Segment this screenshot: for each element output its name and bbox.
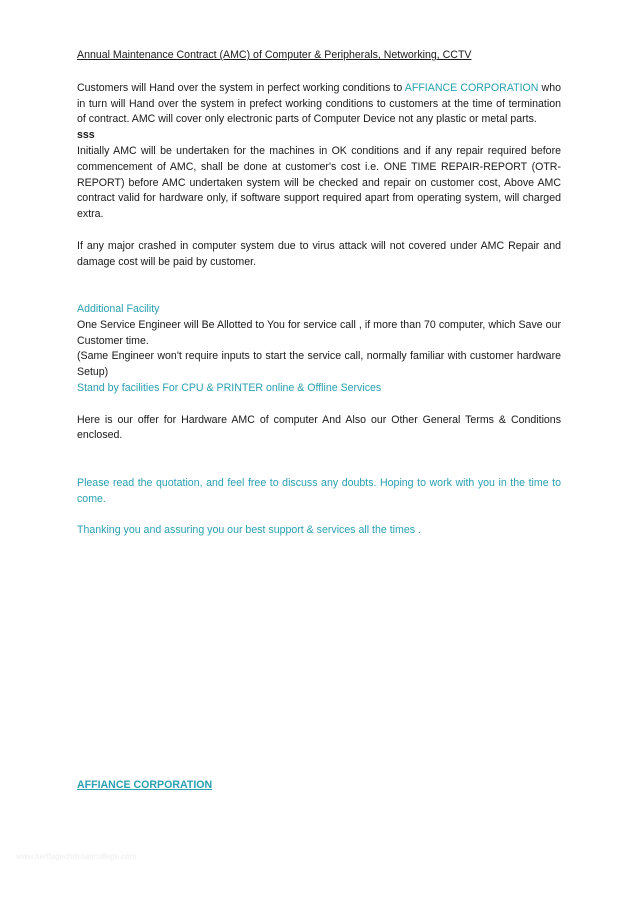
document-title: Annual Maintenance Contract (AMC) of Computer & Peripherals, Networking, CCTV	[77, 49, 472, 61]
closing-thanks: Thanking you and assuring you our best support & services all the times .	[77, 524, 421, 537]
additional-facility-line2: (Same Engineer won't require inputs to start the service call, normally familiar with customer hardware Setup)	[77, 350, 561, 379]
signature-company: AFFIANCE CORPORATION	[77, 779, 213, 791]
sss-marker: sss	[77, 129, 95, 142]
standby-facilities: Stand by facilities For CPU & PRINTER online & Offline Services	[77, 381, 382, 394]
paragraph-initial-amc: Initially AMC will be undertaken for the machines in OK conditions and if any repair required before commencement of AMC, shall be done at customer's cost i.e. ONE TIME REPAIR-REPORT (OTR-REPORT) before AMC undertaken system will be checked and repair on customer cost, Above AMC contract valid for hardware only, if software support required apart from operating system, will charged extra.	[77, 144, 561, 221]
additional-facility-line1: One Service Engineer will Be Allotted to You for service call , if more than 70 computer, which Save our Customer time.	[77, 318, 561, 347]
handover-intro: Customers will Hand over the system in perfect working conditions to	[77, 81, 405, 94]
document-body	[77, 48, 561, 539]
closing-quotation: Please read the quotation, and feel free to discuss any doubts. Hoping to work with you in the time to come.	[77, 476, 561, 505]
company-name-inline: AFFIANCE CORPORATION	[404, 81, 539, 94]
paragraph-virus: If any major crashed in computer system due to virus attack will not covered under AMC Repair and damage cost will be paid by customer.	[77, 239, 561, 268]
handover-rest: who in turn will Hand over the system in prefect working conditions to customers at the time of termination of contract. AMC will cover only electronic parts of Computer Device not any plastic or metal parts.	[77, 81, 561, 126]
paragraph-offer: Here is our offer for Hardware AMC of computer And Also our Other General Terms & Conditions enclosed.	[77, 413, 561, 442]
paragraph-handover	[77, 81, 561, 128]
additional-facility-heading: Additional Facility	[77, 302, 160, 315]
watermark-text: www.heritagechristiancollege.com	[16, 852, 137, 861]
